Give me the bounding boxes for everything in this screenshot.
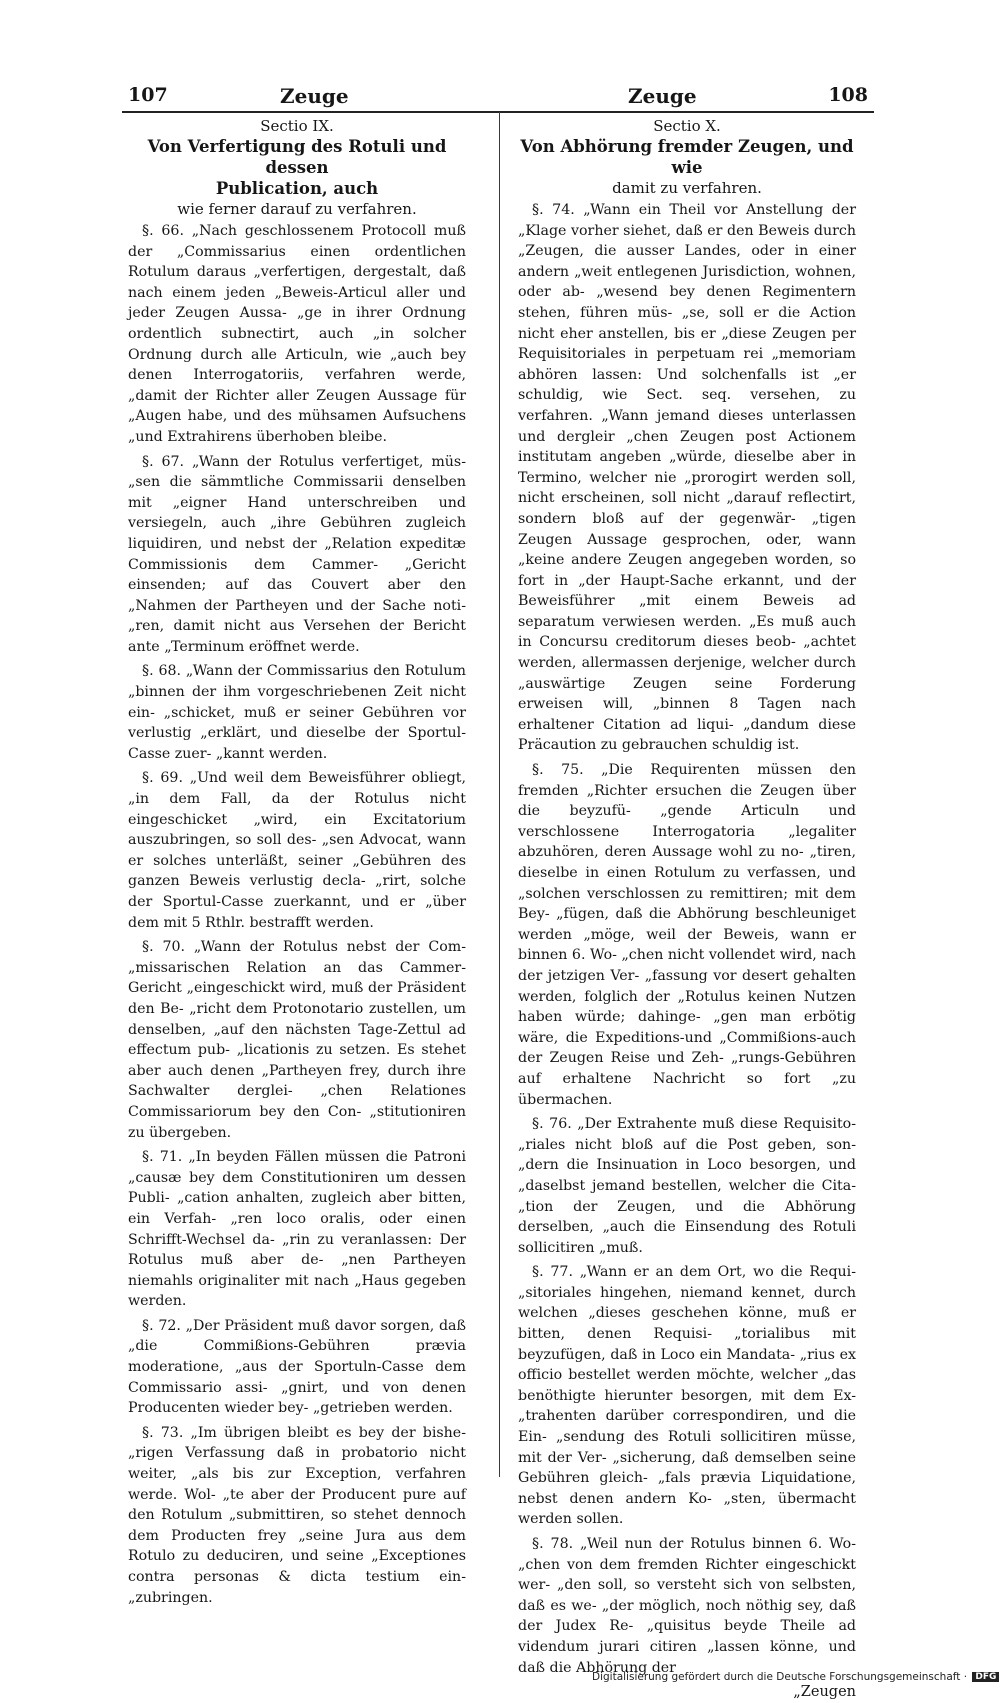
paragraph: §. 73. „Im übrigen bleibt es bey der bishe- „rigen Verfassung daß in probatorio nicht weiter, „als bis zur Exception, verfahren werde. Wol- „te aber der Producent pure auf den Rotulum „submittiren, so stehet dennoch dem Producten frey „seine Jura aus dem Rotulo zu deduciren, und seine „Exceptiones contra personas & dicta testium ein- „zubringen. — [128, 1424, 466, 1606]
right-column — [518, 116, 856, 1703]
column-divider — [499, 112, 500, 1477]
dfg-logo-icon: DFG — [972, 1672, 999, 1682]
paragraph: §. 68. „Wann der Commissarius den Rotulum „binnen der ihm vorgeschriebenen Zeit nicht ein- „schicket, muß er seiner Gebühren vor verlustig „erklärt, und dieselbe der Sportul-Casse zuer- „kannt werden. — [128, 663, 466, 762]
section-title-line: Publication, auch — [215, 179, 379, 198]
paragraph: §. 71. „In beyden Fällen müssen die Patroni „causæ bey dem Constitutioniren um dessen Publi- „cation anhalten, zugleich aber bitten, ein Verfah- „ren loco oralis, oder einen Schrifft-Wechsel da- „rin zu veranlassen: Der Rotulus muß aber de- „nen Partheyen niemahls originaliter mit nach „Haus gegeben werden. — [128, 1149, 466, 1310]
running-header — [128, 84, 868, 114]
paragraph: §. 77. „Wann er an dem Ort, wo die Requi- „sitoriales hingehen, niemand kennet, durch welchen „dieses geschehen könne, muß er bitten, denen Requisi- „torialibus mit beyzufügen, daß in Loco ein Mandata- „rius ex officio bestellet werden möchte, welcher „das benöthigte hierunter besorgen, mit dem Ex- „trahenten darüber correspondiren, und die Ein- „sendung des Rotuli sollicitiren müsse, mit der Ver- „sicherung, daß demselben seine Gebühren gleich- „fals prævia Liquidatione, nebst denen andern Ko- „sten, übermacht werden sollen. — [518, 1264, 856, 1528]
right-running-head: Zeuge — [628, 84, 697, 108]
paragraph: §. 69. „Und weil dem Beweisführer obliegt, „in dem Fall, da der Rotulus nicht eingeschicket „wird, ein Excitatorium auszubringen, so soll des- „sen Advocat, wann er solches unterläßt, seiner „Gebühren des ganzen Beweis verlustig decla- „rirt, solche der Sportul-Casse zuerkannt, und er „über dem mit 5 Rthlr. bestrafft werden. — [128, 770, 466, 931]
paragraph: §. 75. „Die Requirenten müssen den fremden „Richter ersuchen die Zeugen über die beyzufü- „gende Articuln und verschlossene Interrogatoria „legaliter abzuhören, deren Aussage wohl zu no- „tiren, dieselbe in einen Rotulum zu verfassen, und „solchen verschlossen zu remittiren; mit dem Bey- „fügen, daß die Abhörung beschleuniget werden „möge, weil der Beweis, wann er binnen 6. Wo- „chen nicht vollendet wird, nach der jetzigen Ver- „fassung vor desert gehalten werden, folglich der „Rotulus keinen Nutzen haben würde; dahinge- „gen man erbötig wäre, die Expeditions-und „Commißions-auch der Zeugen Reise und Zeh- „rungs-Gebühren auf erhaltene Nachricht so fort „zu übermachen. — [518, 762, 856, 1108]
left-running-head: Zeuge — [280, 84, 349, 108]
paragraph: §. 76. „Der Extrahente muß diese Requisito- „riales nicht bloß auf die Post geben, son- „dern die Insinuation in Loco besorgen, und „daselbst jemand bestellen, welcher die Cita- „tion der Zeugen, und die Abhörung derselben, „auch die Einsendung des Rotuli sollicitiren „muß. — [518, 1116, 856, 1256]
section-title-line: Von Verfertigung des Rotuli und dessen — [147, 137, 447, 177]
paragraph: §. 72. „Der Präsident muß davor sorgen, daß „die Commißions-Gebühren prævia moderatione, „aus der Sportuln-Casse dem Commissario assi- „gnirt, und von denen Producenten wieder bey- „getrieben werden. — [128, 1317, 466, 1417]
paragraph: §. 67. „Wann der Rotulus verfertiget, müs- „sen die sämmtliche Commissarii denselben mit „eigner Hand unterschreiben und versiegeln, auch „ihre Gebühren zugleich liquidiren, und nebst der „Relation expeditæ Commissionis dem Cammer- „Gericht einsenden; auf das Couvert aber den „Nahmen der Partheyen und der Sache noti- „ren, damit nicht aus Versehen der Bericht ante „Terminum eröffnet werde. — [128, 453, 466, 655]
catchword: „Zeugen — [793, 1684, 856, 1701]
section-heading: Sectio IX. — [260, 117, 334, 135]
paragraph: §. 74. „Wann ein Theil vor Anstellung der „Klage vorher siehet, daß er den Beweis durch „Zeugen, die ausser Landes, oder in einer andern „weit entlegenen Jurisdiction, wohnen, oder ab- „wesend bey denen Regimentern stehen, führen müs- „se, soll er die Action nicht eher anstellen, bis er „diese Zeugen per Requisitoriales in perpetuam rei „memoriam abhören lassen: Und solchenfalls ist „er schuldig, wie Sect. seq. versehen, zu verfahren. „Wann jemand dieses unterlassen und dergleir „chen Zeugen post Actionem institutam angeben „würde, dieselbe aber in Termino, welcher nie „prorogirt werden soll, nicht erscheinen, soll nicht „darauf reflectirt, sondern bloß auf der gegenwär- „tigen Zeugen Aussage gesprochen, oder, wann „keine andere Zeugen angegeben worden, so fort in „der Haupt-Sache erkannt, und der Beweisführer „mit einem Beweis ad separatum verwiesen werden. „Es muß auch in Concursu creditorum dieses beob- „achtet werden, allermassen derjenige, welcher durch „auswärtige Zeugen seine Forderung erweisen will, „binnen 8 Tagen nach erhaltener Citation ad liqui- „dandum diese Präcaution zu gebrauchen schuldig ist. — [518, 202, 856, 754]
digitization-credit — [592, 1671, 999, 1683]
paragraph: §. 78. „Weil nun der Rotulus binnen 6. Wo- „chen von dem fremden Richter eingeschickt wer- „den soll, so versteht sich von selbsten, daß es we- „der möglich, noch nöthig sey, daß der Judex Re- „quisitus beyde Theile ad videndum jurari citiren „lassen könne, und daß die Abhörung der — [518, 1536, 856, 1676]
section-subtitle: damit zu verfahren. — [612, 179, 762, 197]
left-page-number: 107 — [128, 84, 168, 106]
paragraph: §. 70. „Wann der Rotulus nebst der Com- „missarischen Relation an das Cammer-Gericht „eingeschickt wird, muß der Präsident den Be- „richt dem Protonotario zustellen, um denselben, „auf den nächsten Tage-Zettul ad effectum pub- „licationis zu setzen. Es stehet aber auch denen „Partheyen frey, durch ihre Sachwalter derglei- „chen Relationes Commissariorum bey den Con- „stitutioniren zu übergeben. — [128, 939, 466, 1141]
section-subtitle: wie ferner darauf zu verfahren. — [177, 200, 417, 218]
header-rule — [122, 111, 874, 113]
credit-text: Digitalisierung gefördert durch die Deutsche Forschungsgemeinschaft · — [592, 1671, 968, 1683]
right-page-number: 108 — [828, 84, 868, 106]
section-heading: Sectio X. — [653, 117, 721, 135]
section-title-line: Von Abhörung fremder Zeugen, und wie — [520, 137, 854, 177]
paragraph: §. 66. „Nach geschlossenem Protocoll muß der „Commissarius einen ordentlichen Rotulum daraus „verfertigen, dergestalt, daß nach einem jeden „Beweis-Articul aller und jeder Zeugen Aussa- „ge in ihrer Ordnung ordentlich subnectirt, auch „in solcher Ordnung durch alle Articuln, wie „auch bey denen Interrogatoriis, verfahren werde, „damit der Richter aller Zeugen Aussage für „Augen habe, und des mühsamen Aufsuchens „und Extrahirens überhoben bleibe. — [128, 223, 466, 445]
left-column — [128, 116, 466, 1612]
